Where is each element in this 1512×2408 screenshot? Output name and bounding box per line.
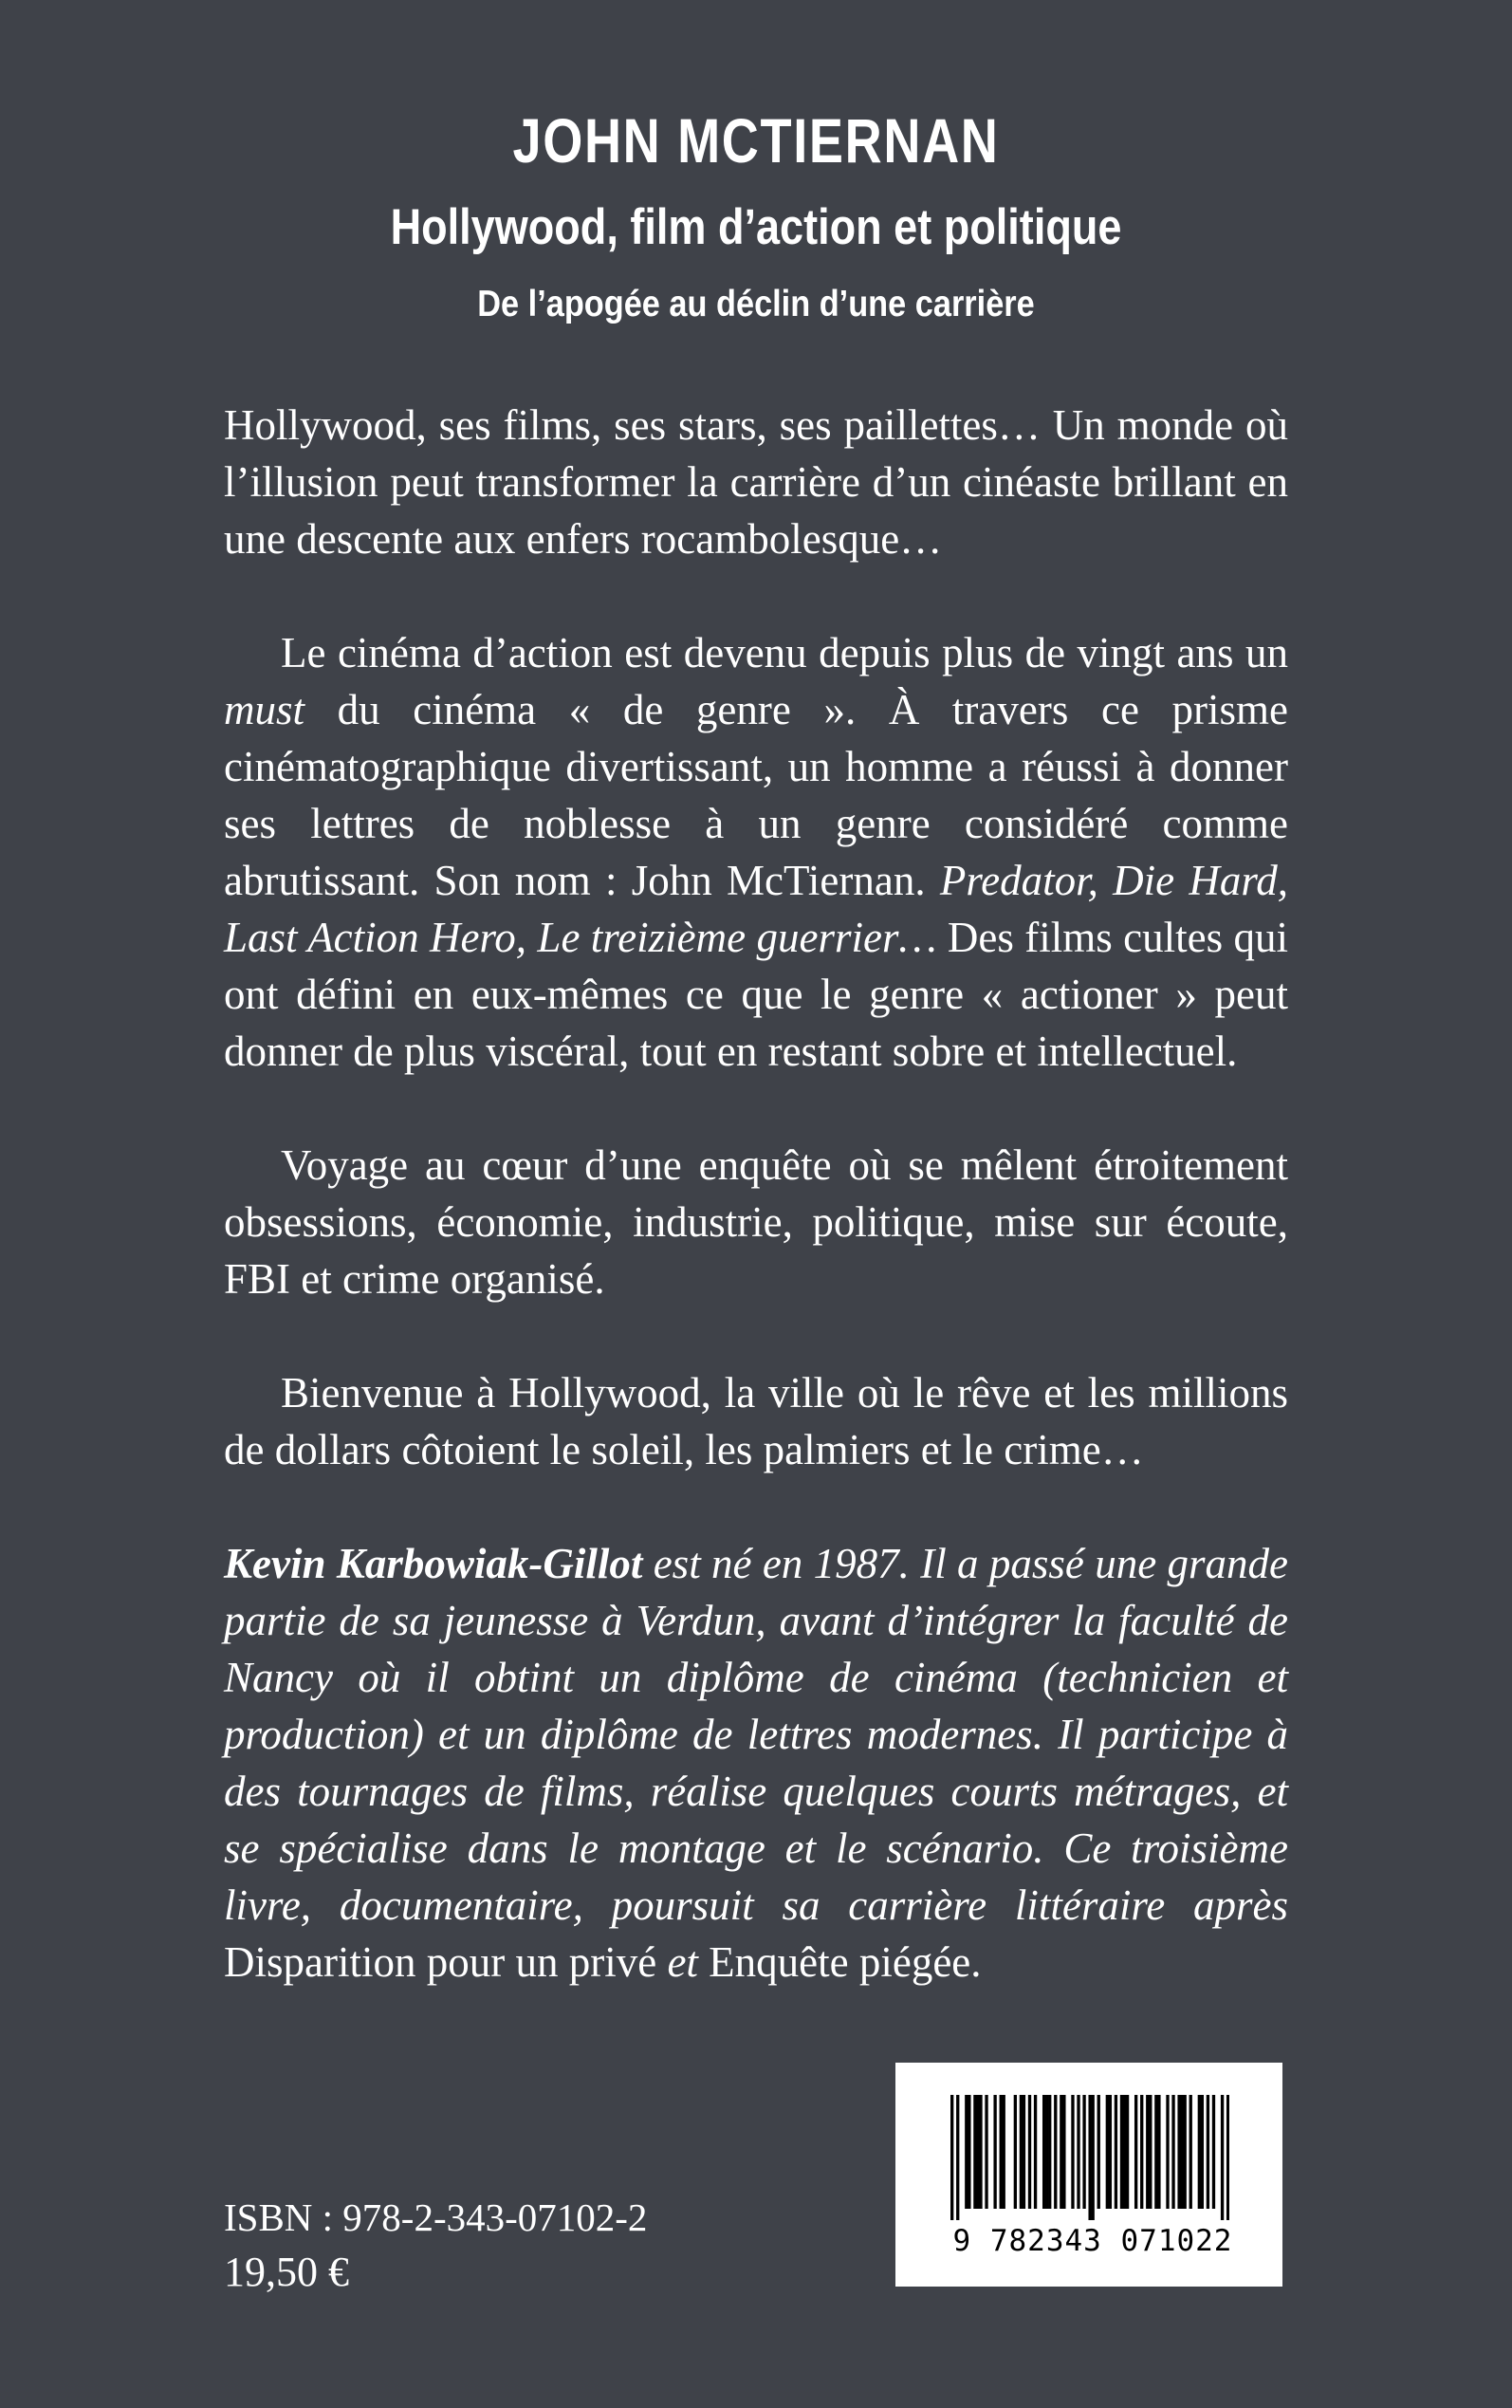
bio-book-title-2: Enquête piégée <box>709 1938 971 1986</box>
book-tagline: De l’apogée au déclin d’une carrière <box>477 284 1035 324</box>
p2-text-1: Le cinéma d’action est devenu depuis plus de vingt ans un <box>281 629 1288 676</box>
barcode-bar <box>956 2095 959 2220</box>
barcode-bar <box>1157 2095 1160 2209</box>
barcode-bar <box>950 2095 953 2220</box>
barcode-bar <box>1221 2095 1224 2220</box>
barcode-bar <box>1198 2095 1201 2209</box>
barcode-bar <box>1034 2095 1037 2209</box>
barcode <box>895 2063 1282 2287</box>
barcode-bar <box>1054 2095 1057 2209</box>
barcode-bar <box>968 2095 970 2209</box>
barcode-bar <box>993 2095 996 2209</box>
barcode-bar <box>1120 2095 1123 2209</box>
p2-must: must <box>224 686 305 733</box>
barcode-bar <box>1097 2095 1100 2209</box>
isbn-price-block <box>224 2190 647 2300</box>
bio-text-1: est né en 1987. Il a passé une grande partie de sa jeunesse à Verdun, avant d’intégrer la faculté de Nancy où il obtint un diplôme de cinéma (technicien et production) et un diplôme de lettres modernes. Il participe à des tournages de films, réalise quelques courts métrages, et se spécialise dans le montage et le scénario. Ce troisième livre, documentaire, poursuit sa carrière littéraire après <box>224 1540 1288 1929</box>
barcode-bar <box>1212 2095 1215 2209</box>
barcode-bar <box>1154 2095 1157 2209</box>
barcode-bar <box>1014 2095 1017 2209</box>
p2-text-3: Des films cultes qui ont défini en eux-mêmes ce que le genre « actioner » peut donner de plus viscéral, tout en restant sobre et intellectuel. <box>224 914 1288 1075</box>
book-title: JOHN MCTIERNAN <box>512 105 1000 176</box>
book-subtitle: Hollywood, film d’action et politique <box>390 199 1122 255</box>
barcode-bar <box>979 2095 982 2209</box>
barcode-bar <box>1106 2095 1109 2209</box>
barcode-bar <box>973 2095 976 2209</box>
cover-headings <box>0 102 1512 328</box>
barcode-bar <box>976 2095 979 2209</box>
author-bio <box>224 1535 1288 1991</box>
barcode-bar <box>1166 2095 1169 2209</box>
barcode-bar <box>1042 2095 1045 2209</box>
bio-book-title-1: Disparition pour un privé <box>224 1938 657 1986</box>
blurb-paragraph-intro: Hollywood, ses films, ses stars, ses paillettes… Un monde où l’illusion peut transformer la carrière d’un cinéaste brillant en une descente aux enfers rocambolesque… <box>224 401 1288 563</box>
barcode-bar <box>1149 2095 1152 2209</box>
barcode-bar <box>1028 2095 1031 2209</box>
barcode-bar <box>1092 2095 1095 2220</box>
barcode-bar <box>965 2095 968 2209</box>
barcode-number: 9 782343 071022 <box>952 2224 1233 2258</box>
bio-text-2: et <box>656 1938 710 1986</box>
barcode-bar <box>1177 2095 1180 2209</box>
barcode-bar <box>1045 2095 1048 2209</box>
bio-end: . <box>970 1938 982 1986</box>
price: 19,50 € <box>224 2249 349 2295</box>
barcode-bar <box>1023 2095 1025 2209</box>
barcode-bar <box>1060 2095 1062 2209</box>
barcode-bar <box>1109 2095 1112 2209</box>
barcode-bar <box>1146 2095 1149 2209</box>
barcode-bar <box>1071 2095 1074 2209</box>
author-name: Kevin Karbowiak-Gillot <box>224 1540 643 1587</box>
barcode-bar <box>1171 2095 1174 2209</box>
barcode-bar <box>1226 2095 1229 2220</box>
barcode-bar <box>1126 2095 1129 2209</box>
barcode-bar <box>1115 2095 1117 2209</box>
barcode-bar <box>1077 2095 1079 2209</box>
barcode-bar <box>1207 2095 1209 2209</box>
p2-film-titles: Predator, Die Hard, Last Action Hero, Le treizième guerrier… <box>224 857 1288 961</box>
p2-text-2: du cinéma « de genre ». À travers ce prisme cinématographique divertissant, un homme a réussi à donner ses lettres de noblesse à un genre considéré comme abrutissant. Son nom : John McTiernan. <box>224 686 1288 904</box>
barcode-bar <box>1134 2095 1137 2209</box>
barcode-bar <box>1003 2095 1005 2209</box>
barcode-bar <box>1180 2095 1183 2209</box>
blurb-paragraph-investigation: Voyage au cœur d’une enquête où se mêlent étroitement obsessions, économie, industrie, politique, mise sur écoute, FBI et crime organisé. <box>224 1141 1288 1303</box>
barcode-bar <box>1088 2095 1091 2220</box>
barcode-bar <box>1082 2095 1085 2209</box>
isbn: ISBN : 978-2-343-07102-2 <box>224 2195 648 2239</box>
barcode-bar <box>1184 2095 1187 2209</box>
barcode-bar <box>1062 2095 1065 2209</box>
barcode-bar <box>1189 2095 1192 2209</box>
barcode-bar <box>1020 2095 1023 2209</box>
barcode-bar <box>1201 2095 1204 2209</box>
barcode-bar <box>985 2095 987 2209</box>
barcode-bar <box>1048 2095 1051 2209</box>
barcode-bar <box>1140 2095 1143 2209</box>
blurb-paragraph-action-cinema <box>224 624 1288 1080</box>
blurb <box>224 397 1288 2047</box>
barcode-bar <box>1123 2095 1126 2209</box>
barcode-bar <box>1000 2095 1003 2209</box>
blurb-paragraph-welcome: Bienvenue à Hollywood, la ville où le rêve et les millions de dollars côtoient le soleil, les palmiers et le crime… <box>224 1369 1288 1473</box>
barcode-bars <box>950 2095 1229 2220</box>
